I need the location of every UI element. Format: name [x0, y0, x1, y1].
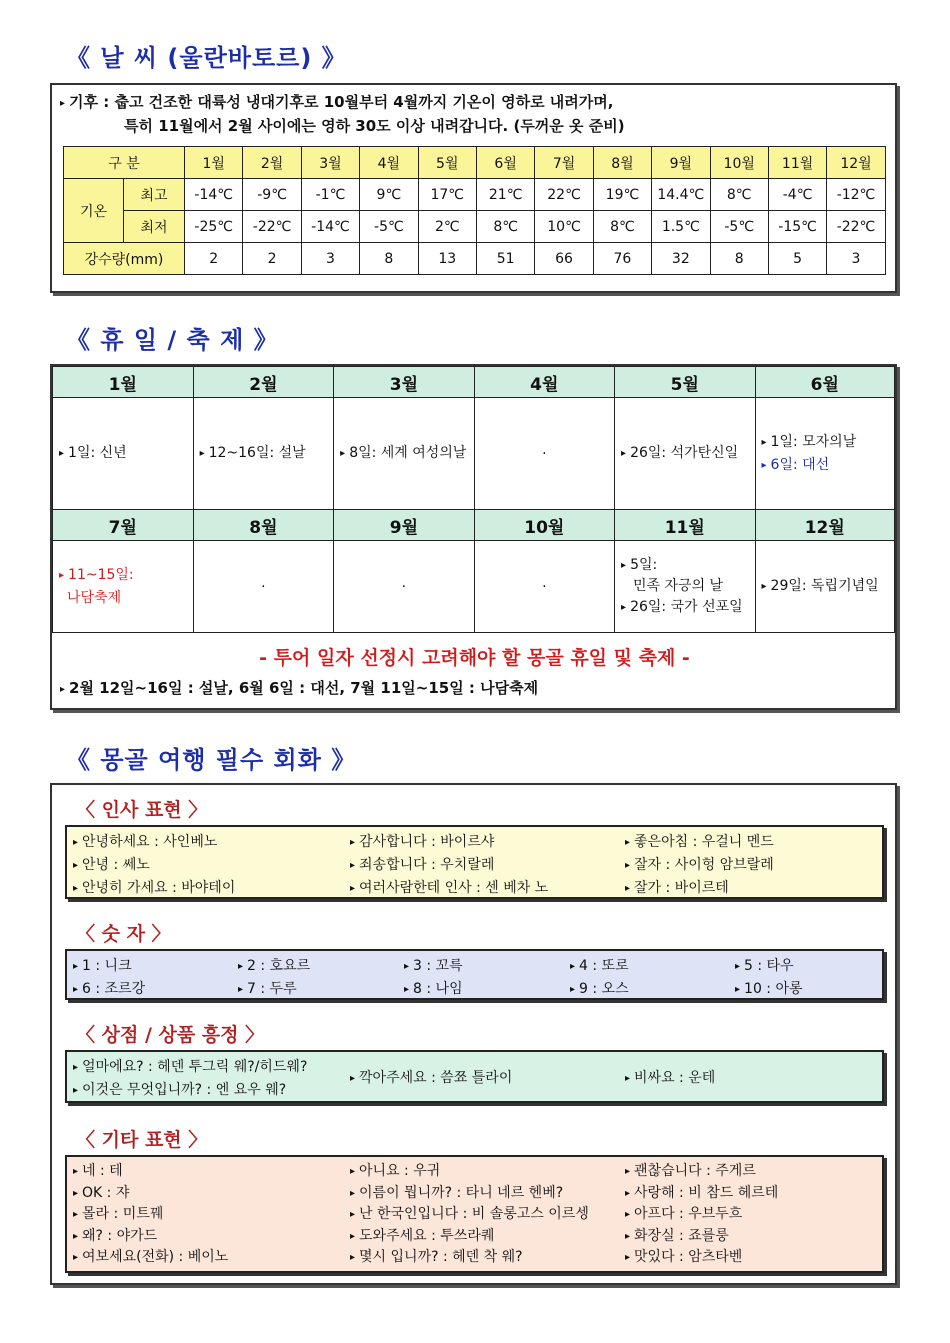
- holiday-cell-oct: ·: [474, 541, 614, 633]
- rain-value: 76: [593, 243, 651, 275]
- phrase: 6 : 조르강: [82, 981, 146, 997]
- numbers-col: ▸ 4 : 또로 ▸ 9 : 오스: [570, 958, 629, 997]
- holiday-text: 12~16일: 설날: [208, 445, 306, 461]
- month-header: 4월: [360, 147, 418, 179]
- phrases-box: [50, 783, 897, 1285]
- rain-value: 66: [535, 243, 593, 275]
- greeting-col: ▸ 안녕하세요 : 사인베노 ▸ 안녕 : 쎄노 ▸ 안녕히 가세요 : 바야테이: [73, 834, 236, 896]
- month-header: 2월: [193, 367, 334, 398]
- weather-table: [63, 146, 886, 275]
- phrase: 3 : 꼬륵: [413, 958, 463, 974]
- month-header: 7월: [53, 510, 194, 541]
- etc-col: ▸ 괜찮습니다 : 주게르 ▸ 사랑해 : 비 참드 헤르테 ▸ 아프다 : 우브두흐 ▸ 화장실 : 죠를룽 ▸ 맛있다 : 암츠타벤: [625, 1163, 779, 1265]
- low-temp-row: [64, 211, 886, 243]
- phrase: 맛있다 : 암츠타벤: [634, 1249, 743, 1265]
- temp-label: 기온: [64, 179, 124, 243]
- month-header: 11월: [768, 147, 826, 179]
- low-value: -15℃: [768, 211, 826, 243]
- month-header: 8월: [193, 510, 334, 541]
- high-value: 9℃: [360, 179, 418, 211]
- phrases-heading: 《 몽골 여행 필수 회화 》: [66, 746, 357, 774]
- numbers-col: ▸ 5 : 타우 ▸ 10 : 아롱: [735, 958, 803, 997]
- shop-col: ▸ 비싸요 : 운테: [625, 1070, 716, 1086]
- low-value: -5℃: [360, 211, 418, 243]
- high-value: -4℃: [768, 179, 826, 211]
- bullet-icon: ▸: [60, 98, 66, 109]
- etc-col: ▸ 아니요 : 우귀 ▸ 이름이 뭡니까? : 타니 네르 헨베? ▸ 난 한국인입니다 : 비 솔롱고스 이르셍 ▸ 도와주세요 : 투쓰라퀘 ▸ 몇시 입니까? : 헤덴 착 웨?: [350, 1163, 589, 1265]
- rain-value: 3: [301, 243, 359, 275]
- holiday-cell-feb: ▸ 12~16일: 설날: [193, 398, 334, 510]
- phrase: 안녕히 가세요 : 바야테이: [82, 880, 236, 896]
- month-header: 4월: [474, 367, 614, 398]
- rain-value: 3: [827, 243, 885, 275]
- holiday-text: 민족 자긍의 날: [633, 578, 724, 594]
- holiday-text: 1일: 모자의날: [770, 433, 857, 450]
- month-header: 7월: [535, 147, 593, 179]
- month-header: 12월: [755, 510, 895, 541]
- rain-value: 8: [710, 243, 768, 275]
- month-header: 8월: [593, 147, 651, 179]
- phrase: 여보세요(전화) : 베이노: [82, 1249, 229, 1265]
- low-value: 8℃: [593, 211, 651, 243]
- phrase: 괜찮습니다 : 주게르: [634, 1163, 756, 1179]
- shop-col: ▸ 깍아주세요 : 씀쬬 틀라이: [350, 1070, 513, 1086]
- rain-value: 13: [418, 243, 476, 275]
- rain-value: 5: [768, 243, 826, 275]
- shop-title: 〈 상점 / 상품 흥정 〉: [76, 1024, 265, 1046]
- phrase: 9 : 오스: [579, 981, 629, 997]
- climate-line-2: 특히 11월에서 2월 사이에는 영하 30도 이상 내려갑니다. (두꺼운 옷 준비): [124, 117, 625, 135]
- holiday-cell-aug: ·: [193, 541, 334, 633]
- low-value: 8℃: [476, 211, 534, 243]
- holiday-cell-jun: ▸ 1일: 모자의날 ▸ 6일: 대선: [755, 398, 895, 510]
- holiday-text: 26일: 석가탄신일: [630, 445, 739, 461]
- etc-col: ▸ 네 : 테 ▸ OK : 쟈 ▸ 몰라 : 미트꿰 ▸ 왜? : 야가드 ▸ 여보세요(전화) : 베이노: [73, 1163, 229, 1265]
- holiday-tip: [52, 635, 897, 710]
- month-header: 11월: [615, 510, 755, 541]
- high-value: -14℃: [185, 179, 243, 211]
- phrase: 이름이 뭡니까? : 타니 네르 헨베?: [359, 1184, 564, 1201]
- category-label: 구 분: [64, 147, 185, 179]
- holiday-text: 6일: 대선: [770, 456, 830, 473]
- high-value: 8℃: [710, 179, 768, 211]
- high-value: 19℃: [593, 179, 651, 211]
- phrase: 아니요 : 우귀: [359, 1163, 441, 1179]
- rain-label: 강수량(mm): [64, 243, 185, 275]
- low-value: -5℃: [710, 211, 768, 243]
- greeting-col: ▸ 좋은아침 : 우걸니 멘드 ▸ 잘자 : 사이헝 암브랄레 ▸ 잘가 : 바이르테: [625, 834, 774, 896]
- phrase: 몰라 : 미트꿰: [82, 1206, 164, 1222]
- phrase: 7 : 두루: [247, 981, 297, 997]
- month-header: 9월: [334, 510, 474, 541]
- high-value: -9℃: [243, 179, 301, 211]
- month-header: 2월: [243, 147, 301, 179]
- phrase: 도와주세요 : 투쓰라퀘: [359, 1227, 495, 1244]
- holiday-table: [52, 366, 895, 633]
- high-label: 최고: [124, 179, 185, 211]
- rain-value: 2: [185, 243, 243, 275]
- high-value: -12℃: [827, 179, 885, 211]
- phrase: 비싸요 : 운테: [634, 1070, 716, 1086]
- phrase: 5 : 타우: [744, 958, 794, 974]
- rain-row: [64, 243, 886, 275]
- numbers-col: ▸ 1 : 니크 ▸ 6 : 조르강: [73, 958, 146, 997]
- phrase: 감사합니다 : 바이르샤: [359, 834, 495, 850]
- month-header: 10월: [710, 147, 768, 179]
- tip-text: ▸ 2월 12일~16일 : 설날, 6월 6일 : 대선, 7월 11일~15일 : 나담축제: [60, 679, 539, 697]
- phrase: 2 : 호요르: [247, 958, 311, 974]
- low-value: 10℃: [535, 211, 593, 243]
- greeting-title: 〈 인사 표현 〉: [76, 799, 208, 821]
- phrase: 난 한국인입니다 : 비 솔롱고스 이르셍: [359, 1206, 589, 1222]
- shop-box: [65, 1050, 884, 1103]
- phrase: 죄송합니다 : 우치랄레: [359, 857, 495, 873]
- holiday-text: 26일: 국가 선포일: [630, 599, 743, 615]
- tip-text-value: 2월 12일~16일 : 설날, 6월 6일 : 대선, 7월 11일~15일 : 나담축제: [69, 679, 539, 697]
- numbers-box: [65, 949, 884, 1000]
- weather-header-row: [64, 147, 886, 179]
- climate-line-1: 기후 : 춥고 건조한 대륙성 냉대기후로 10월부터 4월까지 기온이 영하로 내려가며,: [69, 93, 614, 111]
- holiday-text: 8일: 세계 여성의날: [349, 445, 467, 461]
- holiday-month-row: [53, 510, 895, 541]
- holiday-cell-apr: ·: [474, 398, 614, 510]
- numbers-col: ▸ 3 : 꼬륵 ▸ 8 : 나임: [404, 958, 463, 997]
- month-header: 10월: [474, 510, 614, 541]
- holiday-cell-nov: ▸ 5일: 민족 자긍의 날 ▸ 26일: 국가 선포일: [615, 541, 755, 633]
- rain-value: 8: [360, 243, 418, 275]
- month-header: 3월: [301, 147, 359, 179]
- month-header: 3월: [334, 367, 474, 398]
- holiday-text: 29일: 독립기념일: [770, 578, 879, 594]
- phrase: 안녕 : 쎄노: [82, 857, 150, 873]
- low-value: -22℃: [827, 211, 885, 243]
- month-header: 1월: [53, 367, 194, 398]
- holiday-row: [53, 398, 895, 510]
- rain-value: 32: [652, 243, 710, 275]
- holiday-cell-sep: ·: [334, 541, 474, 633]
- phrase: 안녕하세요 : 사인베노: [82, 834, 218, 850]
- phrase: 여러사람한테 인사 : 센 베차 노: [359, 880, 549, 896]
- greeting-col: ▸ 감사합니다 : 바이르샤 ▸ 죄송합니다 : 우치랄레 ▸ 여러사람한테 인사 : 센 베차 노: [350, 834, 549, 896]
- phrase: 얼마에요? : 헤덴 투그릭 웨?/히드웨?: [82, 1059, 308, 1075]
- rain-value: 2: [243, 243, 301, 275]
- weather-heading: 《 날 씨 (울란바토르) 》: [66, 44, 347, 72]
- holiday-text: 5일:: [630, 557, 658, 573]
- numbers-title: 〈 숫 자 〉: [76, 923, 171, 945]
- holiday-cell-dec: ▸ 29일: 독립기념일: [755, 541, 895, 633]
- holiday-cell-mar: ▸ 8일: 세계 여성의날: [334, 398, 474, 510]
- phrase: 1 : 니크: [82, 958, 132, 974]
- high-value: 17℃: [418, 179, 476, 211]
- phrase: 깍아주세요 : 씀쬬 틀라이: [359, 1070, 513, 1086]
- holiday-heading: 《 휴 일 / 축 제 》: [66, 326, 279, 354]
- shop-col: ▸ 얼마에요? : 헤덴 투그릭 웨?/히드웨? ▸ 이것은 무엇입니까? : 엔 요우 웨?: [73, 1059, 308, 1098]
- high-temp-row: [64, 179, 886, 211]
- greeting-box: [65, 825, 884, 899]
- month-header: 5월: [615, 367, 755, 398]
- holiday-text: 11~15일:: [68, 567, 134, 583]
- month-header: 12월: [827, 147, 885, 179]
- month-header: 5월: [418, 147, 476, 179]
- rain-value: 51: [476, 243, 534, 275]
- high-value: 21℃: [476, 179, 534, 211]
- phrase: 화장실 : 죠를룽: [634, 1227, 729, 1244]
- phrase: OK : 쟈: [82, 1184, 130, 1201]
- holiday-month-row: [53, 367, 895, 398]
- holiday-text: 1일: 신년: [68, 445, 127, 461]
- month-header: 9월: [652, 147, 710, 179]
- low-label: 최저: [124, 211, 185, 243]
- holiday-row: [53, 541, 895, 633]
- low-value: 1.5℃: [652, 211, 710, 243]
- etc-box: [65, 1155, 884, 1273]
- phrase: 이것은 무엇입니까? : 엔 요우 웨?: [82, 1082, 287, 1098]
- low-value: -25℃: [185, 211, 243, 243]
- low-value: 2℃: [418, 211, 476, 243]
- phrase: 잘가 : 바이르테: [634, 880, 729, 896]
- holiday-cell-may: ▸ 26일: 석가탄신일: [615, 398, 755, 510]
- etc-title: 〈 기타 표현 〉: [76, 1129, 208, 1151]
- phrase: 잘자 : 사이헝 암브랄레: [634, 857, 774, 873]
- phrase: 4 : 또로: [579, 958, 629, 974]
- tip-title: - 투어 일자 선정시 고려해야 할 몽골 휴일 및 축제 -: [259, 647, 690, 669]
- phrase: 사랑해 : 비 참드 헤르테: [634, 1184, 779, 1201]
- weather-box: [50, 83, 897, 293]
- month-header: 1월: [185, 147, 243, 179]
- month-header: 6월: [476, 147, 534, 179]
- phrase: 네 : 테: [82, 1163, 123, 1179]
- holiday-text: 나담축제: [67, 590, 122, 606]
- holiday-cell-jul: ▸ 11~15일: 나담축제: [53, 541, 194, 633]
- high-value: -1℃: [301, 179, 359, 211]
- low-value: -14℃: [301, 211, 359, 243]
- month-header: 6월: [755, 367, 895, 398]
- low-value: -22℃: [243, 211, 301, 243]
- numbers-col: ▸ 2 : 호요르 ▸ 7 : 두루: [238, 958, 311, 997]
- high-value: 14.4℃: [652, 179, 710, 211]
- phrase: 아프다 : 우브두흐: [634, 1206, 743, 1222]
- phrase: 10 : 아롱: [744, 981, 803, 997]
- phrase: 왜? : 야가드: [82, 1227, 158, 1244]
- high-value: 22℃: [535, 179, 593, 211]
- phrase: 몇시 입니까? : 헤덴 착 웨?: [359, 1249, 523, 1265]
- holiday-cell-jan: ▸ 1일: 신년: [53, 398, 194, 510]
- phrase: 좋은아침 : 우걸니 멘드: [634, 834, 774, 850]
- phrase: 8 : 나임: [413, 981, 463, 997]
- holiday-box: [50, 364, 897, 710]
- climate-note: [60, 91, 625, 138]
